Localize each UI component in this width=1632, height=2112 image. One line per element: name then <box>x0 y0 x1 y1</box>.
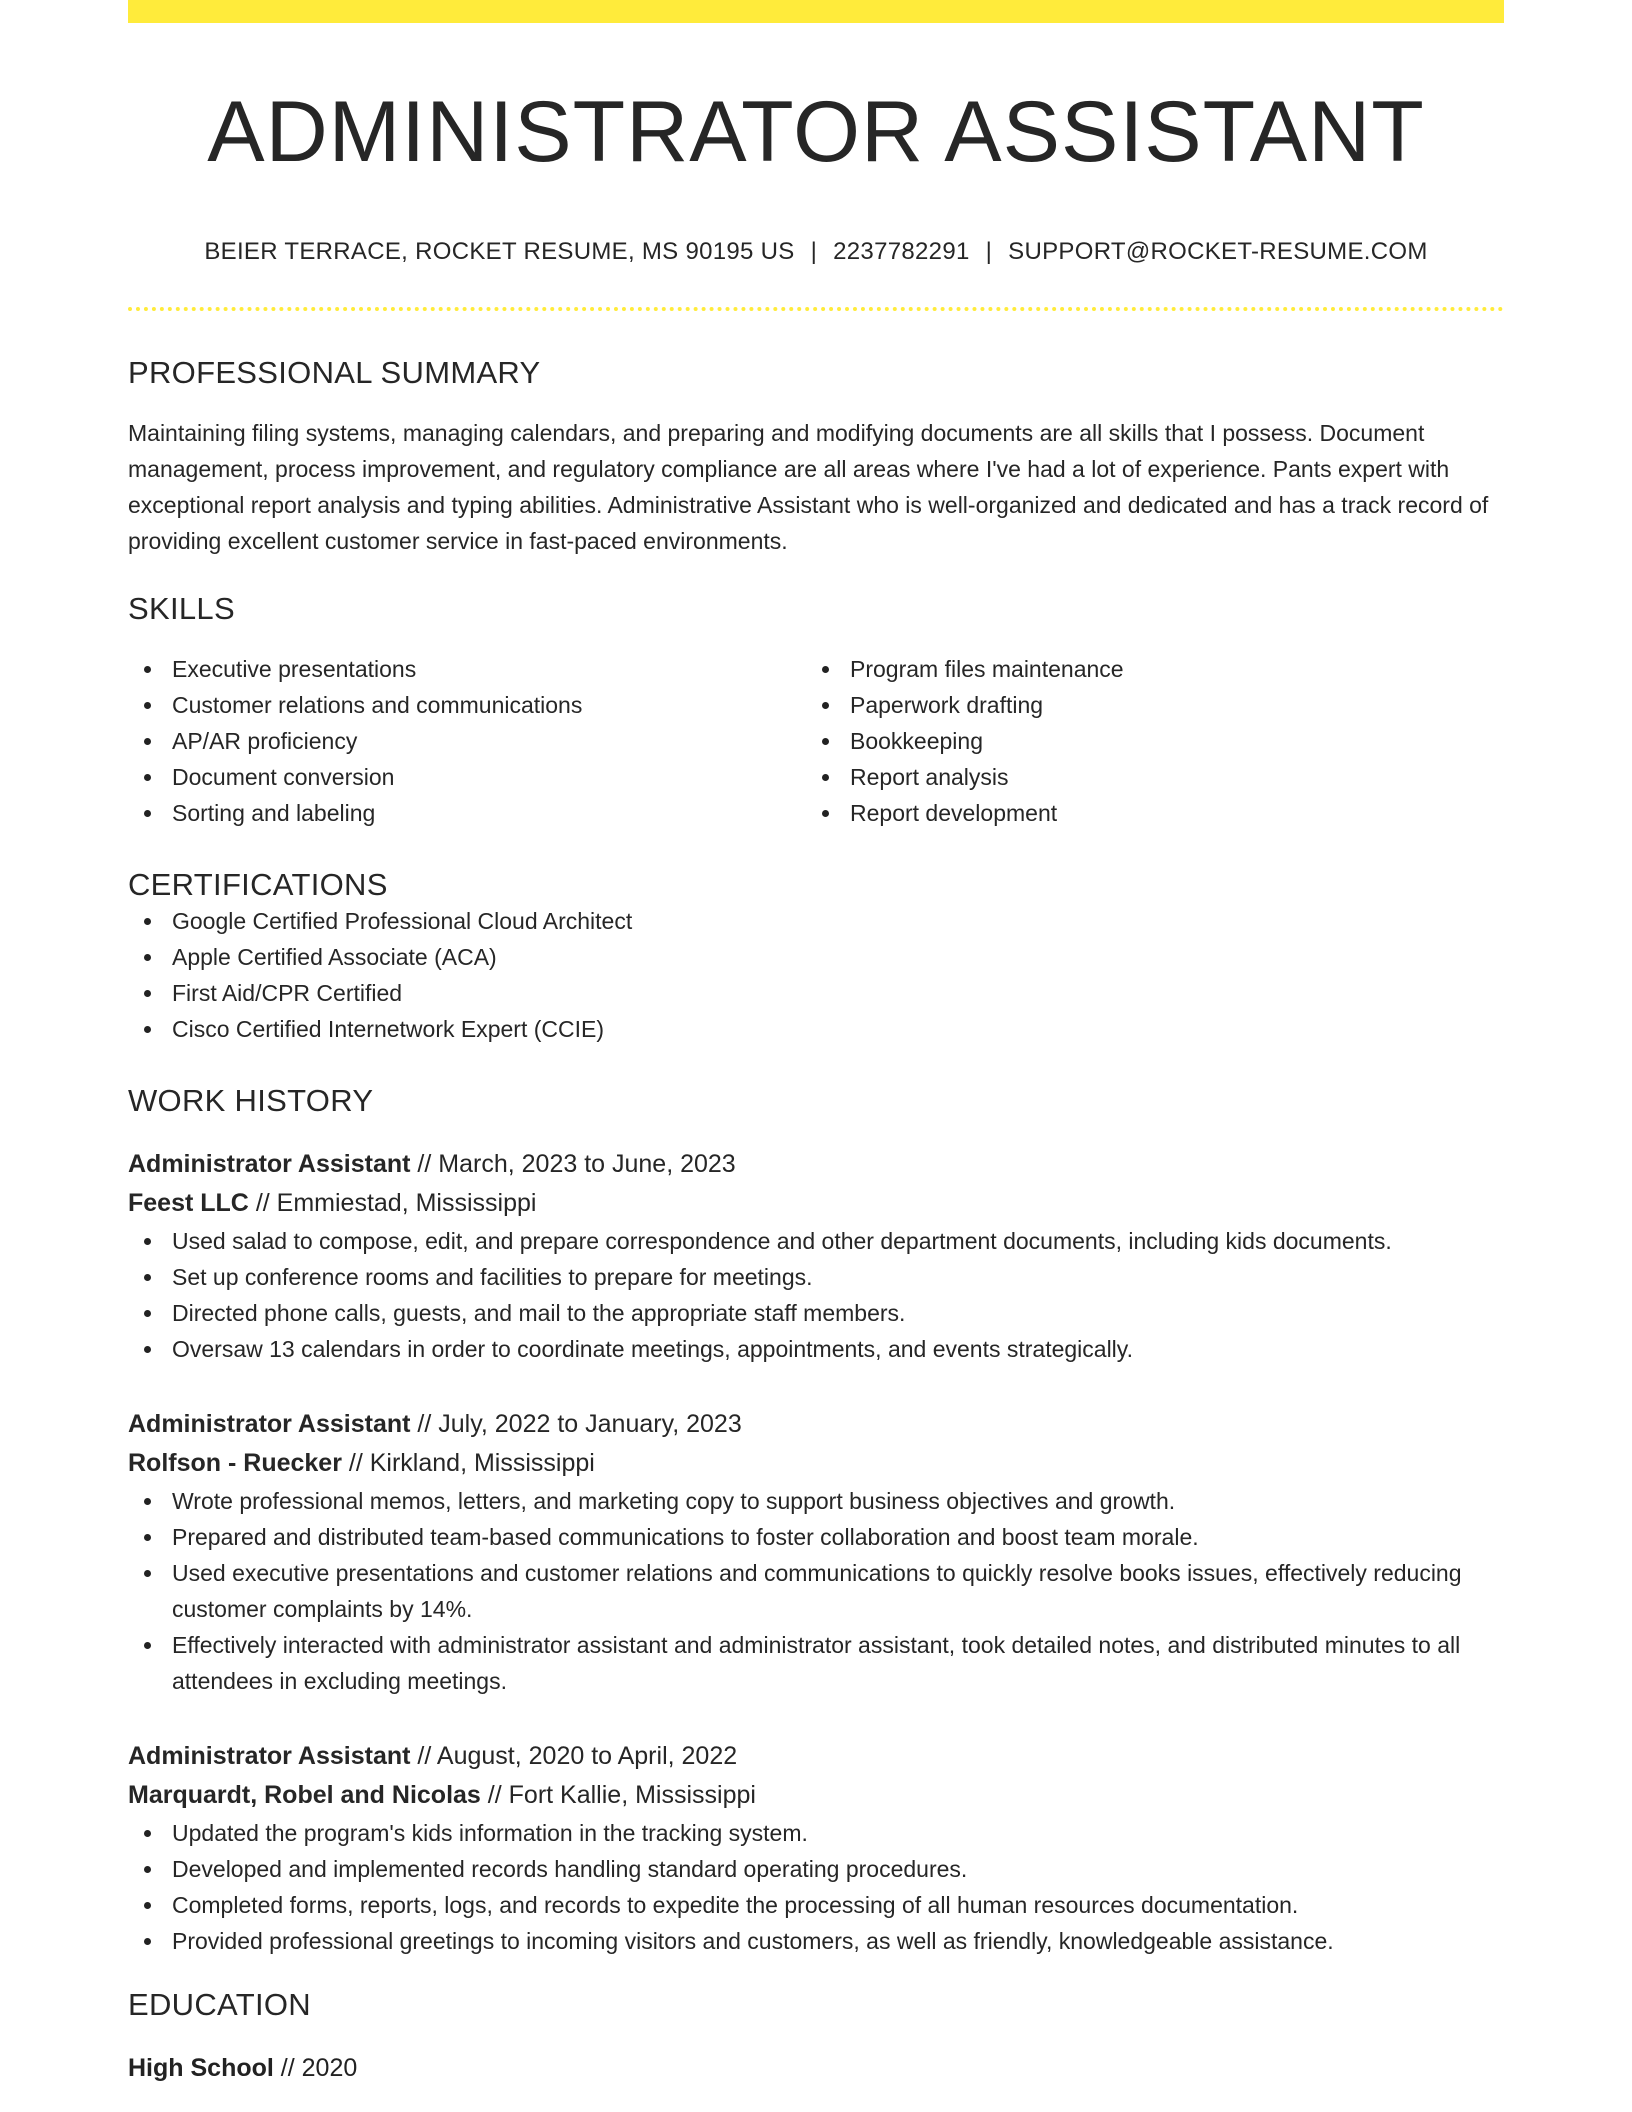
list-item-text: Provided professional greetings to incoming visitors and customers, as well as friendly, knowledgeable assistance. <box>172 1927 1334 1954</box>
bullet-dot <box>144 954 151 961</box>
list-item <box>850 651 1484 687</box>
skills-column-left <box>128 651 806 831</box>
bullet-dot <box>822 666 829 673</box>
bullet-dot <box>144 702 151 709</box>
list-item-text: Executive presentations <box>172 655 417 682</box>
list-item <box>172 651 806 687</box>
list-item <box>172 1483 1504 1519</box>
education-year: 2020 <box>301 2053 358 2082</box>
list-item-text: Google Certified Professional Cloud Architect <box>172 907 633 934</box>
bullet-dot <box>822 774 829 781</box>
list-item <box>172 975 1504 1011</box>
list-item <box>172 1627 1504 1699</box>
job-separator: // <box>417 1741 432 1770</box>
job-entry <box>128 1405 1504 1699</box>
job-location: Kirkland, Mississippi <box>369 1448 595 1477</box>
list-item <box>172 759 806 795</box>
resume-title: ADMINISTRATOR ASSISTANT <box>207 84 1425 180</box>
list-item <box>172 903 1504 939</box>
list-item <box>172 795 806 831</box>
job-company: Marquardt, Robel and Nicolas <box>128 1780 481 1809</box>
skills-column-right <box>806 651 1484 831</box>
skills-list-right <box>806 651 1484 831</box>
job-separator: // <box>417 1409 432 1438</box>
bullet-dot <box>144 1238 151 1245</box>
bullet-dot <box>144 1642 151 1649</box>
contact-separator: | <box>810 237 818 265</box>
resume-page <box>128 0 1504 2088</box>
work-history-heading: WORK HISTORY <box>128 1082 374 1118</box>
education-entry <box>128 2049 1504 2088</box>
list-item <box>172 1923 1504 1959</box>
bullet-dot <box>144 1310 151 1317</box>
skills-grid <box>128 651 1504 831</box>
bullet-dot <box>144 738 151 745</box>
list-item-text: Effectively interacted with administrator assistant and administrator assistant, took detailed notes, and distributed minutes to all attendees in excluding meetings. <box>172 1631 1461 1694</box>
job-company-line <box>128 1184 1504 1223</box>
list-item <box>172 687 806 723</box>
job-location: Fort Kallie, Mississippi <box>508 1780 756 1809</box>
list-item-text: Oversaw 13 calendars in order to coordinate meetings, appointments, and events strategically. <box>172 1335 1133 1362</box>
job-company-line <box>128 1444 1504 1483</box>
bullet-dot <box>144 1866 151 1873</box>
contact-info <box>128 238 1504 266</box>
job-bullets <box>128 1483 1504 1699</box>
job-company-line <box>128 1776 1504 1815</box>
bullet-dot <box>144 1830 151 1837</box>
job-separator: // <box>487 1780 502 1809</box>
education-degree: High School <box>128 2053 274 2082</box>
job-company: Feest LLC <box>128 1188 249 1217</box>
bullet-dot <box>822 738 829 745</box>
job-company: Rolfson - Ruecker <box>128 1448 342 1477</box>
bullet-dot <box>144 990 151 997</box>
job-dates: March, 2023 to June, 2023 <box>438 1149 736 1178</box>
bullet-dot <box>144 1570 151 1577</box>
skills-list-left <box>128 651 806 831</box>
bullet-dot <box>144 1938 151 1945</box>
list-item-text: Document conversion <box>172 763 395 790</box>
job-dates: August, 2020 to April, 2022 <box>436 1741 738 1770</box>
list-item-text: Cisco Certified Internetwork Expert (CCIE) <box>172 1015 605 1042</box>
certifications-heading: CERTIFICATIONS <box>128 866 388 902</box>
job-separator: // <box>348 1448 363 1477</box>
list-item-text: Prepared and distributed team-based communications to foster collaboration and boost team morale. <box>172 1523 1199 1550</box>
summary-heading: PROFESSIONAL SUMMARY <box>128 354 541 390</box>
list-item-text: Developed and implemented records handling standard operating procedures. <box>172 1855 968 1882</box>
top-accent-bar <box>128 0 1504 23</box>
list-item-text: Set up conference rooms and facilities to prepare for meetings. <box>172 1263 813 1290</box>
job-title: Administrator Assistant <box>128 1409 411 1438</box>
certifications-list <box>128 903 1504 1047</box>
dotted-divider <box>128 307 1504 311</box>
bullet-dot <box>144 1346 151 1353</box>
work-history-list <box>128 1145 1504 1959</box>
list-item <box>850 759 1484 795</box>
bullet-dot <box>144 666 151 673</box>
list-item-text: Bookkeeping <box>850 727 983 754</box>
list-item-text: AP/AR proficiency <box>172 727 358 754</box>
job-dates: July, 2022 to January, 2023 <box>438 1409 742 1438</box>
bullet-dot <box>822 702 829 709</box>
list-item-text: Wrote professional memos, letters, and marketing copy to support business objectives and growth. <box>172 1487 1176 1514</box>
list-item <box>172 1519 1504 1555</box>
list-item <box>172 1295 1504 1331</box>
list-item-text: Report analysis <box>850 763 1009 790</box>
job-title: Administrator Assistant <box>128 1149 411 1178</box>
job-separator: // <box>417 1149 432 1178</box>
job-title-line <box>128 1737 1504 1776</box>
list-item-text: Used salad to compose, edit, and prepare correspondence and other department documents, including kids documents. <box>172 1227 1392 1254</box>
contact-email: SUPPORT@ROCKET-RESUME.COM <box>1008 237 1428 265</box>
list-item <box>172 939 1504 975</box>
bullet-dot <box>144 1902 151 1909</box>
list-item <box>172 1259 1504 1295</box>
job-entry <box>128 1737 1504 1959</box>
list-item <box>172 1851 1504 1887</box>
job-title-line <box>128 1145 1504 1184</box>
job-bullets <box>128 1223 1504 1367</box>
list-item <box>850 795 1484 831</box>
list-item-text: First Aid/CPR Certified <box>172 979 403 1006</box>
list-item <box>172 1331 1504 1367</box>
bullet-dot <box>144 1274 151 1281</box>
list-item-text: Sorting and labeling <box>172 799 376 826</box>
list-item <box>172 1011 1504 1047</box>
list-item-text: Apple Certified Associate (ACA) <box>172 943 497 970</box>
contact-separator: | <box>985 237 993 265</box>
bullet-dot <box>144 1026 151 1033</box>
bullet-dot <box>144 918 151 925</box>
list-item-text: Updated the program's kids information in the tracking system. <box>172 1819 808 1846</box>
list-item <box>850 687 1484 723</box>
list-item-text: Paperwork drafting <box>850 691 1044 718</box>
list-item <box>172 1223 1504 1259</box>
list-item-text: Report development <box>850 799 1058 826</box>
contact-address: BEIER TERRACE, ROCKET RESUME, MS 90195 US <box>204 237 795 265</box>
list-item <box>172 1887 1504 1923</box>
bullet-dot <box>822 810 829 817</box>
list-item-text: Completed forms, reports, logs, and records to expedite the processing of all human resources documentation. <box>172 1891 1299 1918</box>
list-item <box>172 1815 1504 1851</box>
job-title: Administrator Assistant <box>128 1741 411 1770</box>
job-bullets <box>128 1815 1504 1959</box>
list-item <box>172 1555 1504 1627</box>
list-item-text: Customer relations and communications <box>172 691 583 718</box>
bullet-dot <box>144 810 151 817</box>
job-separator: // <box>255 1188 270 1217</box>
list-item-text: Program files maintenance <box>850 655 1124 682</box>
list-item <box>850 723 1484 759</box>
job-entry <box>128 1145 1504 1367</box>
summary-text: Maintaining filing systems, managing calendars, and preparing and modifying documents are all skills that I possess. Document management, process improvement, and regulatory compliance are all areas where I've had a lot of experience. Pants expert with exceptional report analysis and typing abilities. Administrative Assistant who is well-organized and dedicated and has a track record of providing excellent customer service in fast-paced environments. <box>128 419 1489 554</box>
bullet-dot <box>144 1498 151 1505</box>
list-item <box>172 723 806 759</box>
list-item-text: Directed phone calls, guests, and mail to the appropriate staff members. <box>172 1299 906 1326</box>
bullet-dot <box>144 1534 151 1541</box>
contact-phone: 2237782291 <box>833 237 970 265</box>
job-location: Emmiestad, Mississippi <box>276 1188 537 1217</box>
job-title-line <box>128 1405 1504 1444</box>
list-item-text: Used executive presentations and customer relations and communications to quickly resolve books issues, effectively reducing customer complaints by 14%. <box>172 1559 1462 1622</box>
skills-heading: SKILLS <box>128 590 235 626</box>
education-separator: // <box>280 2053 295 2082</box>
education-heading: EDUCATION <box>128 1986 311 2022</box>
bullet-dot <box>144 774 151 781</box>
